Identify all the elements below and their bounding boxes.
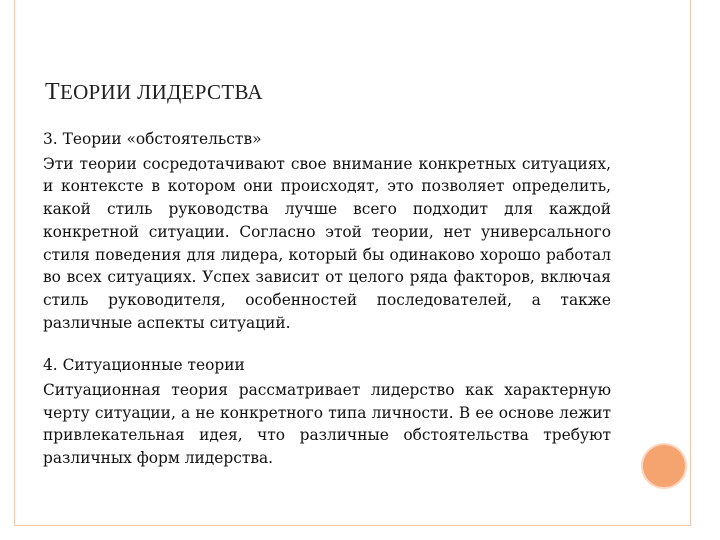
slide-title-initial: Т — [45, 79, 60, 105]
section-body-3: Эти теории сосредотачивают свое внимание конкретных ситуациях, и контексте в котором они происходят, это позволяет определить, какой стиль руководства лучше всего подходит для каждой конкретной ситуации. Согласно этой теории, нет универсального стиля поведения для лидера, который бы одинаково хорошо работал во всех ситуациях. Успех зависит от целого ряда факторов, включая стиль руководителя, особенностей последователей, а также различные аспекты ситуаций. — [43, 154, 611, 332]
decorative-circle — [641, 443, 687, 489]
section-body-4: Ситуационная теория рассматривает лидерство как характерную черту ситуации, а не конкретного типа личности. В ее основе лежит привлекательная идея, что различные обстоятельства требуют различных форм лидерства. — [43, 381, 611, 468]
section-heading-3: 3. Теории «обстоятельств» — [43, 130, 262, 148]
section-spacer — [43, 334, 611, 354]
slide-content — [43, 128, 611, 470]
slide-title-rest: ЕОРИИ ЛИДЕРСТВА — [59, 80, 263, 104]
section-heading-4: 4. Ситуационные теории — [43, 356, 245, 375]
slide-title — [45, 79, 263, 106]
